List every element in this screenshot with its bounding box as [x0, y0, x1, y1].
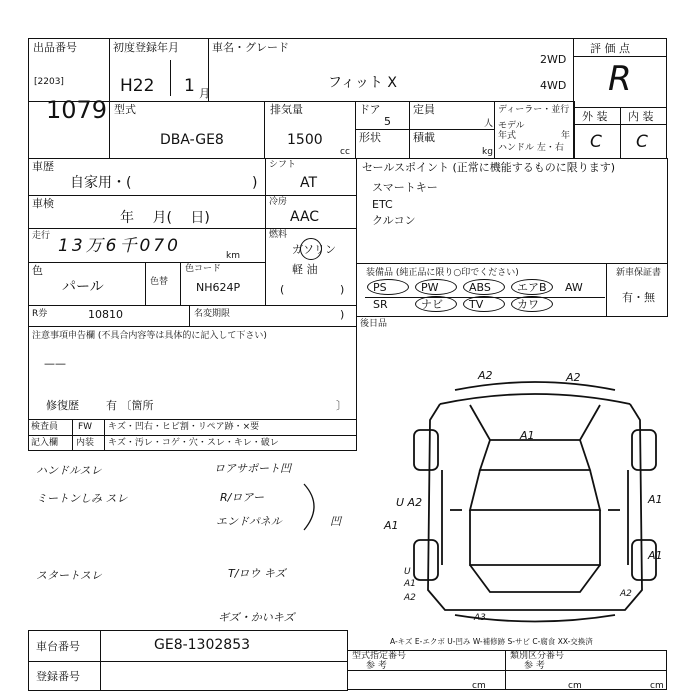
recycle-box: [28, 305, 357, 327]
equipment-label: 装備品 (純正品に限り○印でください): [366, 268, 519, 278]
note-r-lower: R/ロアー: [220, 491, 265, 504]
equipment-circle-2: [463, 279, 505, 295]
load-unit: kg: [482, 147, 493, 157]
equipment-item-7: TV: [469, 298, 484, 311]
fuel-gasoline-circle: [300, 238, 322, 260]
fuel-label: 燃料: [269, 230, 288, 240]
equipment-circle-1: [415, 279, 457, 295]
type-sub: 参 考: [366, 661, 387, 671]
type-label: 型式指定番号: [352, 651, 407, 661]
chassis-value: GE8-1302853: [154, 637, 251, 653]
shift-label: シフト: [269, 160, 297, 170]
recycle-label: R券: [32, 309, 48, 319]
disp-unit: cc: [340, 147, 350, 157]
note-start-wear: スタートスレ: [36, 569, 102, 582]
cm-3: cm: [650, 681, 664, 691]
mileage-label: 走行: [32, 231, 51, 241]
reg-month: 1: [184, 76, 195, 96]
sales-point-2: ETC: [372, 198, 393, 211]
fuel-gasoline: ガソリン: [292, 243, 336, 256]
equipment-circle-6: [415, 296, 457, 312]
reg-label: 初度登録年月: [113, 41, 179, 54]
reg-era: H22: [120, 76, 155, 96]
color-code: NH624P: [196, 281, 241, 294]
transfer-label: 名変期限: [194, 309, 231, 319]
dmg-a2-front-right: A2: [566, 371, 581, 384]
cap-unit: 人: [484, 119, 494, 129]
later-items-label: 後日品: [360, 319, 388, 329]
dmg-a1-right: A1: [648, 493, 663, 506]
history-close: ): [252, 175, 258, 191]
equipment-grid: [365, 282, 605, 316]
dmg-a1-right-rear: A1: [648, 549, 663, 562]
reg-no-label: 登録番号: [36, 670, 80, 683]
sales-point-1: スマートキー: [372, 181, 438, 194]
inspector-keys: キズ・凹右・ヒビ割・リペア跡・×要: [108, 422, 260, 432]
shaken-label: 車検: [32, 197, 54, 210]
equipment-circle-0: [367, 279, 409, 295]
reg-month-unit: 月: [199, 87, 210, 100]
history-label: 車歴: [32, 160, 54, 173]
equipment-item-3: エアB: [517, 281, 547, 294]
dmg-a1-hood: A1: [520, 429, 535, 442]
transfer-close: ): [340, 308, 345, 321]
sales-label: セールスポイント (正常に機能するものに限ります): [362, 161, 616, 174]
equipment-circle-7: [463, 296, 505, 312]
dmg-a1-left-rear: A1: [404, 579, 416, 589]
drive-2wd: 2WD: [540, 53, 567, 66]
inspector-fw: FW: [78, 422, 93, 432]
handle-label: ハンドル 左・右: [498, 143, 564, 153]
entry-label: 記入欄: [31, 438, 59, 448]
cm-2: cm: [568, 681, 582, 691]
dmg-a2-right-wheel: A2: [620, 589, 632, 599]
doors-label: ドア: [359, 103, 381, 116]
recycle-value: 10810: [88, 308, 123, 321]
disp-value: 1500: [287, 132, 323, 148]
cat-label: 類別区分番号: [510, 651, 565, 661]
fuel-diesel: 軽 油: [292, 263, 318, 276]
cap-label: 定員: [413, 103, 435, 116]
new-cert-value: 有・無: [622, 291, 655, 304]
note-scratches: ギズ・かいキズ: [218, 611, 295, 624]
equipment-circle-8: [511, 296, 553, 312]
load-label: 積載: [413, 131, 435, 144]
repair-label: 修復歴: [46, 399, 79, 412]
equipment-item-4: AW: [565, 281, 583, 294]
note-end-panel: エンドパネル: [216, 515, 282, 528]
lot-label: 出品番号: [33, 41, 77, 54]
color-value: パール: [62, 279, 104, 295]
diagram-legend: A-キズ E-エクボ U-凹み W-補修跡 S-サビ C-腐食 XX-交換済: [390, 637, 593, 646]
color-label: 色: [32, 264, 43, 277]
color-code-label: 色コード: [185, 264, 222, 274]
model-label: 型式: [114, 103, 136, 116]
ext-label: 外 装: [582, 110, 608, 123]
model-year-label: モデル: [498, 121, 525, 131]
int-label: 内 装: [628, 110, 654, 123]
equipment-item-0: PS: [373, 281, 387, 294]
doors-value: 5: [384, 115, 391, 128]
entry-keys: キズ・汚レ・コゲ・穴・スレ・キレ・破レ: [108, 438, 279, 448]
note-handle-wear: ハンドルスレ: [36, 464, 102, 477]
fuel-other-close: ): [340, 283, 345, 296]
shape-label: 形状: [359, 131, 381, 144]
dmg-u-left-rear: U: [404, 567, 411, 577]
repair-value: 有 〔箇所: [106, 399, 154, 412]
color-num-label: 色替: [150, 277, 169, 287]
dmg-a3-rear: A3: [474, 613, 486, 623]
dmg-a2-front-left: A2: [478, 369, 493, 382]
entry-int: 内装: [76, 438, 95, 448]
equipment-item-1: PW: [421, 281, 439, 294]
model-value: DBA-GE8: [160, 132, 224, 148]
equipment-item-6: ナビ: [421, 298, 443, 311]
car-diagram: [400, 360, 670, 625]
notes-label: 注意事項申告欄 (不具合内容等は具体的に記入して下さい): [32, 331, 267, 341]
repair-close: 〕: [336, 399, 347, 412]
disp-label: 排気量: [270, 103, 303, 116]
score-value: R: [608, 59, 632, 99]
score-label: 評 価 点: [590, 42, 630, 55]
equipment-item-8: カワ: [517, 298, 539, 311]
dealer-label: ディーラー・並行: [498, 105, 570, 115]
car-name: フィット X: [328, 75, 397, 91]
shift-value: AT: [300, 175, 318, 191]
sales-point-3: クルコン: [372, 214, 416, 227]
equipment-circle-3: [511, 279, 553, 295]
cat-sub: 参 考: [524, 661, 545, 671]
history-value: 自家用・(: [70, 175, 132, 191]
note-meter-stain: ミートンしみ スレ: [36, 492, 128, 505]
equipment-item-5: SR: [373, 298, 388, 311]
note-lower-support: ロアサポート凹: [214, 462, 291, 475]
note-bracket: [300, 482, 326, 532]
ac-value: AAC: [290, 209, 320, 225]
ac-label: 冷房: [269, 197, 288, 207]
notes-dash: ——: [44, 357, 66, 370]
ext-grade: C: [590, 132, 602, 152]
note-dent: 凹: [330, 515, 341, 528]
equipment-item-2: ABS: [469, 281, 491, 294]
inspector-label: 検査員: [31, 422, 59, 432]
fuel-other-open: (: [280, 283, 285, 296]
drive-4wd: 4WD: [540, 79, 567, 92]
lot-number: 1079: [46, 96, 108, 124]
cm-1: cm: [472, 681, 486, 691]
shaken-value: 年 月( 日): [120, 210, 210, 226]
new-cert-label: 新車保証書: [616, 268, 662, 278]
car-label: 車名・グレード: [212, 41, 289, 54]
dmg-a1-left-door: A1: [384, 519, 399, 532]
dmg-a2-left-wheel: A2: [404, 593, 416, 603]
note-t-row-scratch: T/ロウ キズ: [228, 567, 286, 580]
mileage-unit: km: [226, 251, 240, 261]
year-unit: 年: [561, 131, 571, 141]
dmg-u-a2-left: U A2: [396, 496, 423, 509]
year-label: 年式: [498, 131, 517, 141]
lot-prefix: [2203]: [34, 77, 64, 87]
int-grade: C: [636, 132, 648, 152]
chassis-label: 車台番号: [36, 640, 80, 653]
mileage-value: 13万6千070: [58, 236, 181, 256]
